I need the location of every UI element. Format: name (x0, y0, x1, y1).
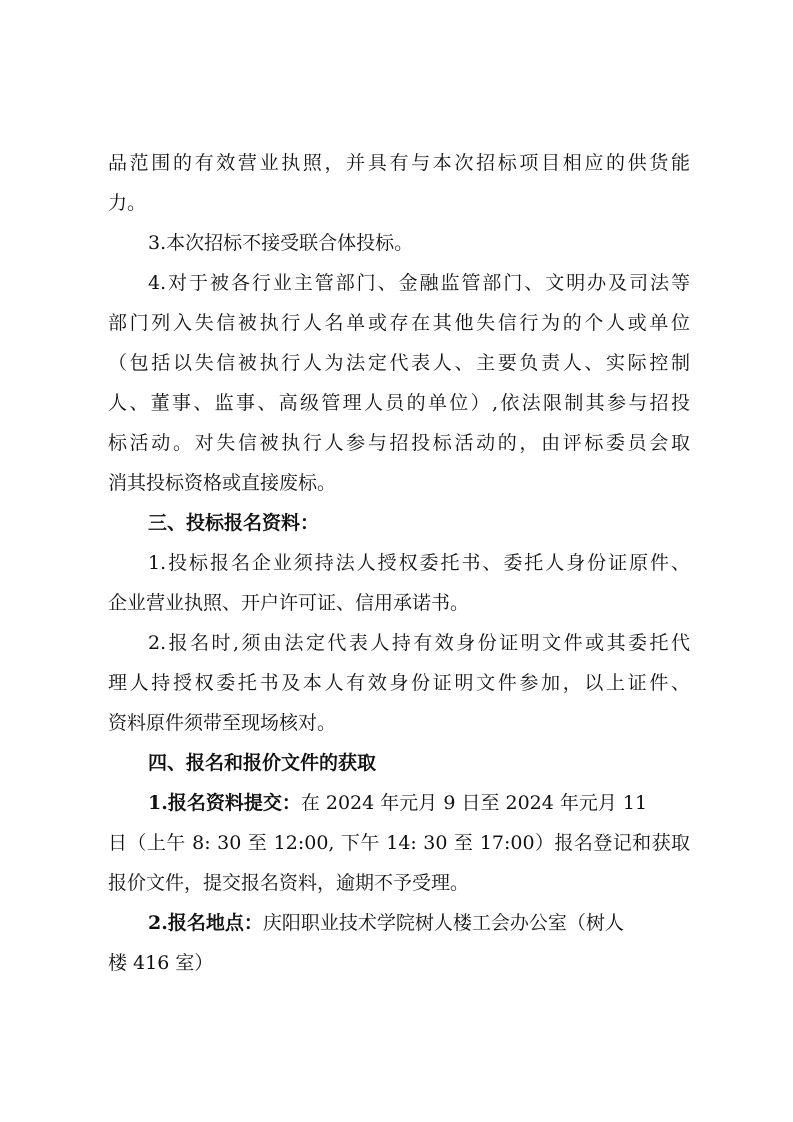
text-line: 部门列入失信被执行人名单或存在其他失信行为的个人或单位 (108, 312, 690, 334)
text-line: 资料原件须带至现场核对。 (108, 712, 337, 734)
text-line: 2.报名时,须由法定代表人持有效身份证明文件或其委托代 (148, 632, 690, 654)
section-heading-registration: 四、报名和报价文件的获取 (148, 752, 377, 774)
text-line: 品范围的有效营业执照，并具有与本次招标项目相应的供货能 (108, 152, 690, 174)
text-line: 标活动。对失信被执行人参与招投标活动的，由评标委员会取 (108, 432, 690, 454)
inline-text: 庆阳职业技术学院树人楼工会办公室（树人 (262, 912, 624, 934)
inline-label: 1.报名资料提交： (148, 792, 301, 814)
text-line: 楼 416 室） (108, 952, 214, 974)
paragraph-registration-requirements (108, 623, 690, 743)
text-line: 力。 (108, 192, 147, 214)
paragraph-bid-documents (108, 543, 690, 623)
paragraph-business-license (108, 143, 690, 223)
section-heading-bid-materials: 三、投标报名资料： (148, 512, 320, 534)
text-line: （包括以失信被执行人为法定代表人、主要负责人、实际控制 (108, 352, 690, 374)
text-line: 日（上午 8: 30 至 12:00, 下午 14: 30 至 17:00）报名登记和获取 (108, 832, 690, 854)
text-line (108, 783, 690, 823)
document-page (108, 143, 690, 983)
paragraph-registration-location (108, 903, 690, 983)
text-line: 企业营业执照、开户许可证、信用承诺书。 (108, 592, 470, 614)
text-line: 人、董事、监事、高级管理人员的单位）,依法限制其参与招投 (108, 392, 690, 414)
inline-text: 在 2024 年元月 9 日至 2024 年元月 11 (300, 792, 648, 814)
text-line: 4.对于被各行业主管部门、金融监管部门、文明办及司法等 (148, 272, 690, 294)
text-line: 理人持授权委托书及本人有效身份证明文件参加，以上证件、 (108, 672, 690, 694)
text-line: 1.投标报名企业须持法人授权委托书、委托人身份证原件、 (148, 552, 690, 574)
paragraph-submission-time (108, 783, 690, 903)
inline-label: 2.报名地点： (148, 912, 263, 934)
text-line: 3.本次招标不接受联合体投标。 (148, 232, 414, 254)
paragraph-no-consortium (108, 223, 690, 263)
text-line: 消其投标资格或直接废标。 (108, 472, 337, 494)
text-line: 报价文件，提交报名资料，逾期不予受理。 (108, 872, 470, 894)
paragraph-dishonest-restriction (108, 263, 690, 503)
text-line (108, 903, 690, 943)
